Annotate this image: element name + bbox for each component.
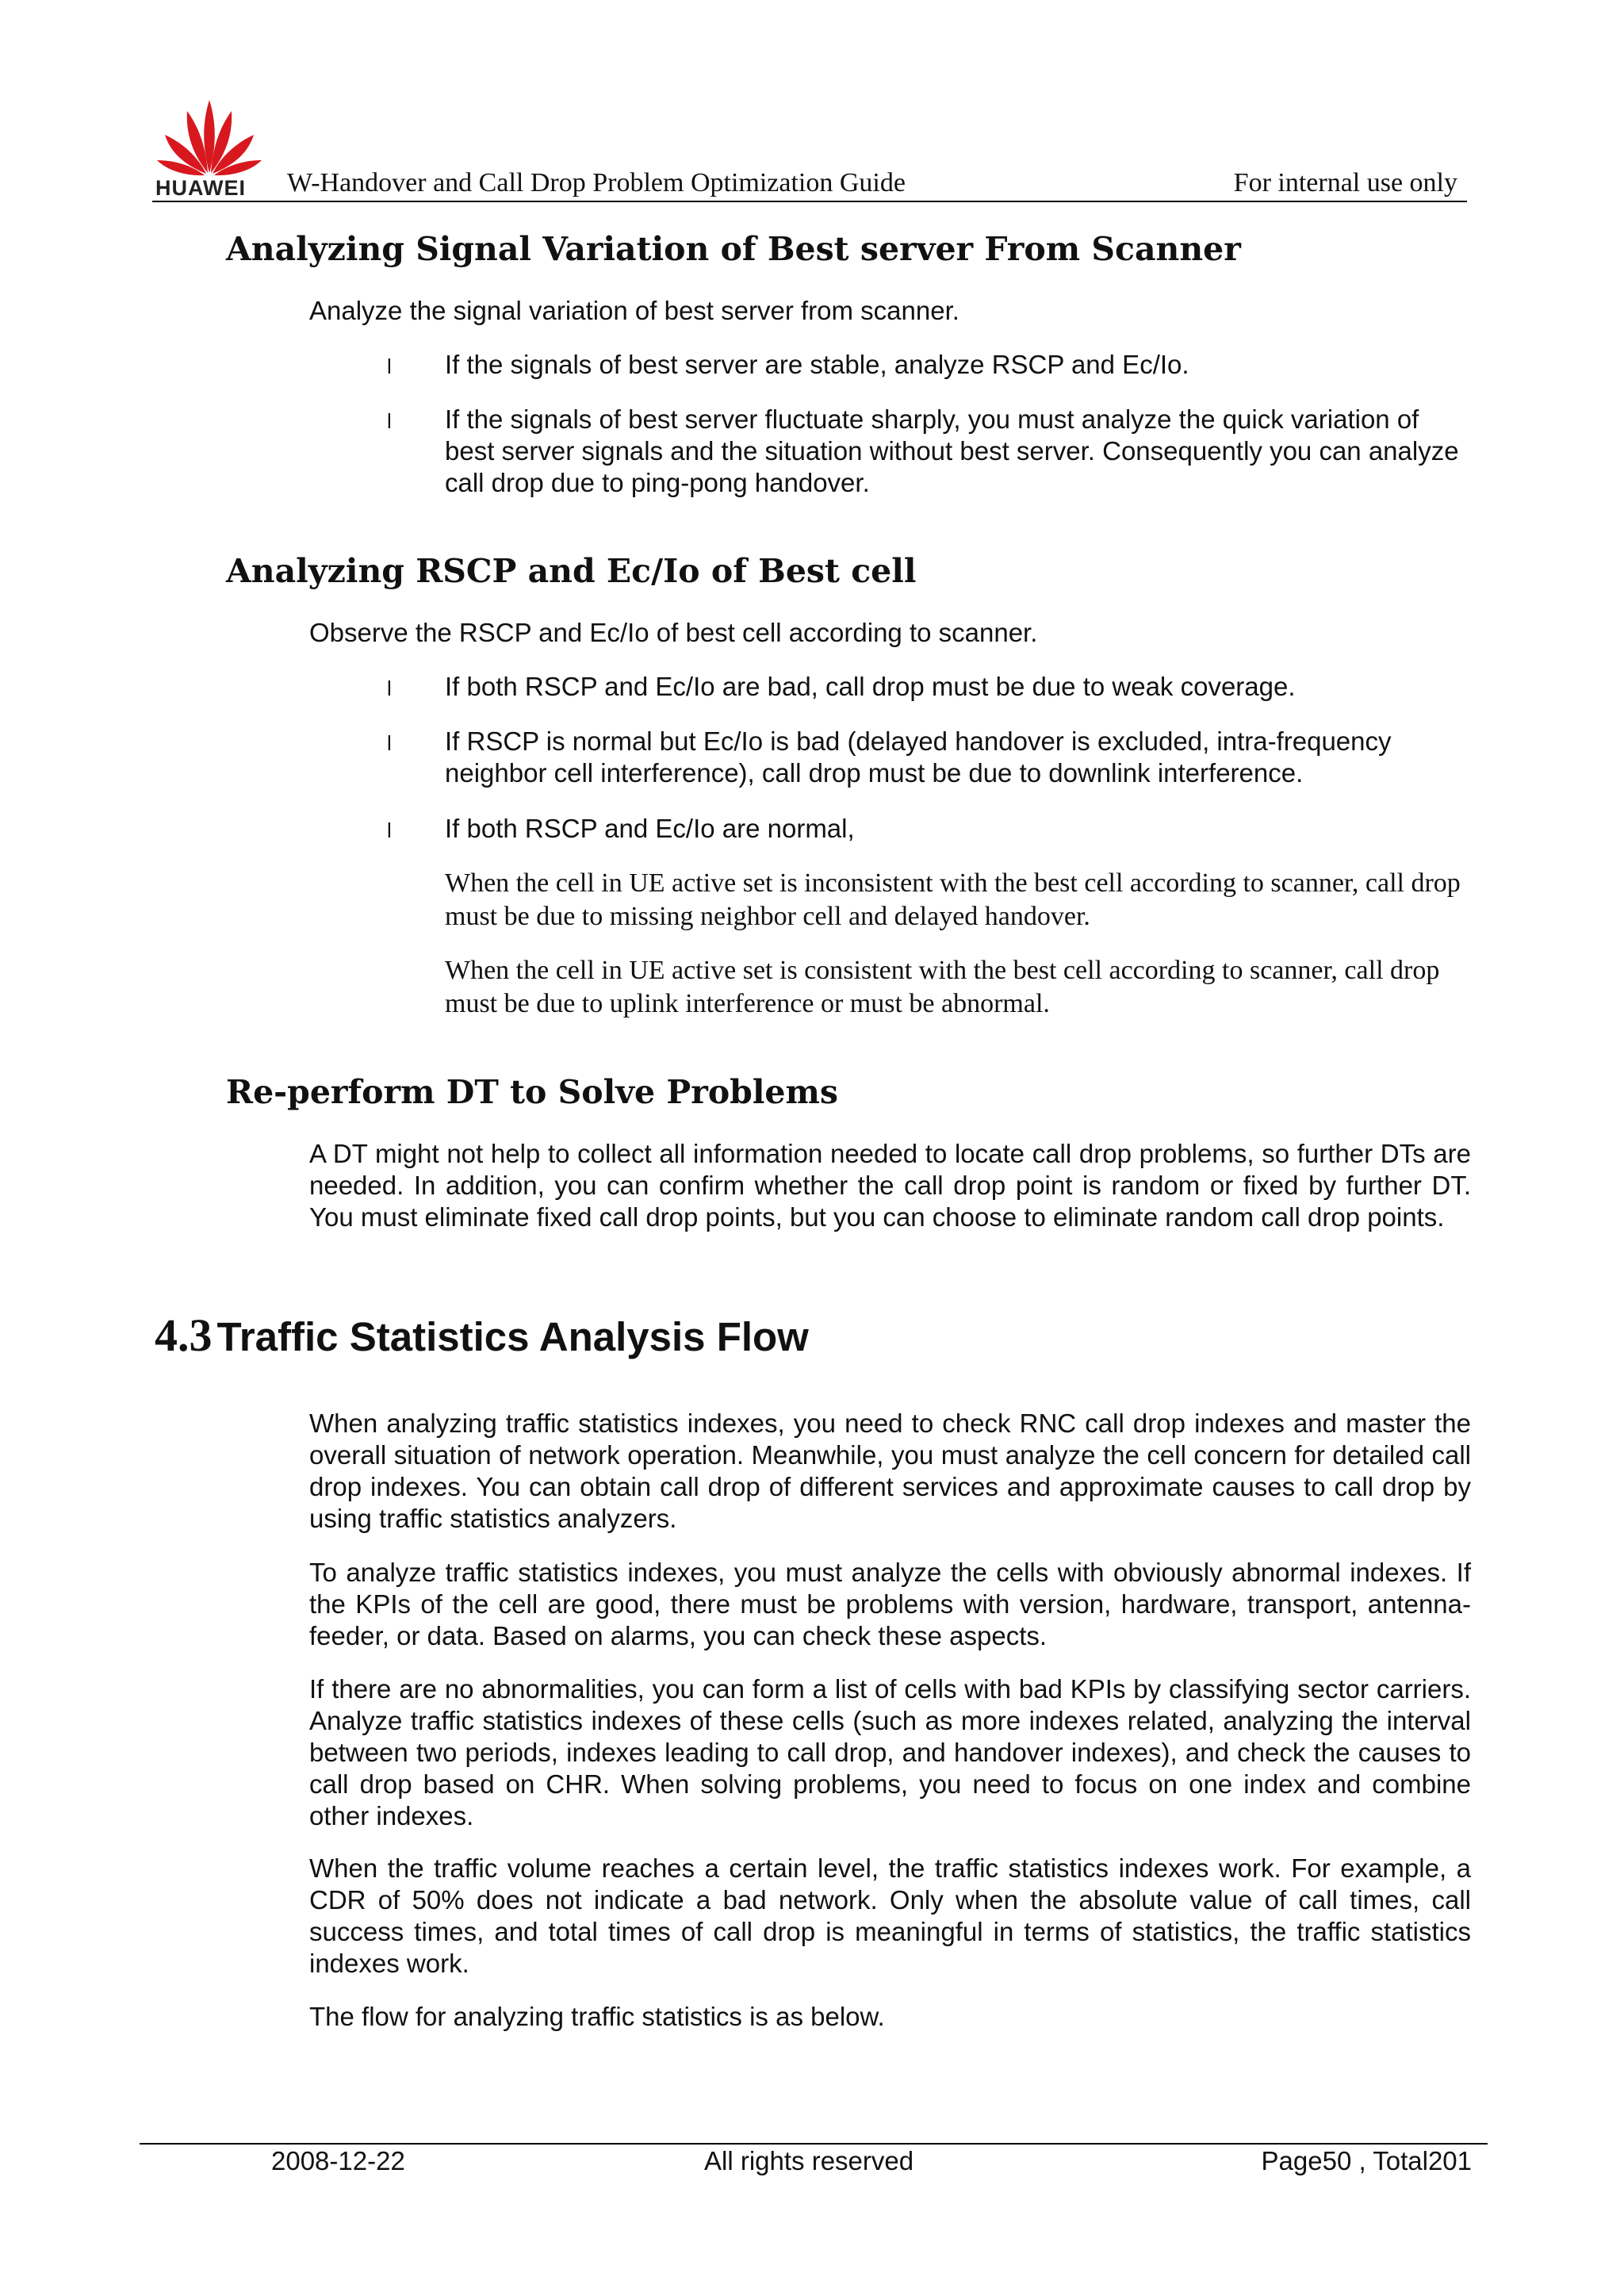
section-heading-signal-variation: Analyzing Signal Variation of Best server From Scanner (226, 230, 1241, 268)
chapter-title: Traffic Statistics Analysis Flow (216, 1314, 809, 1359)
sub-item: When the cell in UE active set is consistent with the best cell according to scanner, call drop must be due to uplink interference or must be abnormal. (445, 956, 1440, 1018)
chapter-paragraph: When analyzing traffic statistics indexes, you need to check RNC call drop indexes and master the overall situation of network operation. Meanwhile, you must analyze the cell concern for detailed call drop indexes. You can obtain call drop of different services and approximate causes to call drop by using traffic statistics analyzers. (309, 1409, 1471, 1533)
section-heading-rscp-ecio: Analyzing RSCP and Ec/Io of Best cell (226, 552, 917, 590)
chapter-paragraph: When the traffic volume reaches a certain level, the traffic statistics indexes work. For example, a CDR of 50% does not indicate a bad network. Only when the absolute value of call times, call success times, and total times of call drop is meaningful in terms of statistics, the traffic statistics indexes work. (309, 1853, 1471, 1978)
footer-date: 2008-12-22 (271, 2146, 405, 2175)
bullet-icon: l (387, 731, 392, 755)
header-document-title: W-Handover and Call Drop Problem Optimization Guide (287, 168, 906, 197)
bullet-item: If RSCP is normal but Ec/Io is bad (delayed handover is excluded, intra-frequency neighbor cell interference), call drop must be due to downlink interference. (445, 726, 1392, 788)
section-heading-reperform-dt: Re-perform DT to Solve Problems (226, 1073, 838, 1111)
footer-rights: All rights reserved (704, 2146, 914, 2175)
bullet-item: If both RSCP and Ec/Io are normal, (445, 814, 855, 843)
chapter-paragraph: To analyze traffic statistics indexes, you must analyze the cells with obviously abnormal indexes. If the KPIs of the cell are good, there must be problems with version, hardware, transport, antenna-feeder, or data. Based on alarms, you can check these aspects. (309, 1558, 1471, 1650)
bullet-icon: l (387, 818, 392, 842)
sub-item: When the cell in UE active set is inconsistent with the best cell according to scanner, call drop must be due to missing neighbor cell and delayed handover. (445, 868, 1461, 931)
header-divider (152, 201, 1467, 202)
bullet-item: If the signals of best server are stable, analyze RSCP and Ec/Io. (445, 350, 1189, 379)
logo-wordmark: HUAWEI (155, 176, 246, 200)
section-paragraph: A DT might not help to collect all information needed to locate call drop problems, so further DTs are needed. In addition, you can confirm whether the call drop point is random or fixed by further DT. You must eliminate fixed call drop points, but you can choose to eliminate random call drop points. (309, 1139, 1471, 1232)
section-intro: Analyze the signal variation of best server from scanner. (309, 296, 959, 325)
chapter-number: 4.3 (155, 1309, 213, 1361)
bullet-icon: l (387, 409, 392, 433)
chapter-heading (155, 1309, 809, 1362)
bullet-item: If the signals of best server fluctuate sharply, you must analyze the quick variation of best server signals and the situation without best server. Consequently you can analyze call drop due to ping-pong handover. (445, 404, 1459, 497)
footer-divider (140, 2143, 1488, 2145)
chapter-paragraph: If there are no abnormalities, you can form a list of cells with bad KPIs by classifying sector carriers. Analyze traffic statistics indexes of these cells (such as more indexes related, analyzing the interval between two periods, indexes leading to call drop, and handover indexes), and check the causes to call drop based on CHR. When solving problems, you need to focus on one index and combine other indexes. (309, 1674, 1471, 1830)
chapter-paragraph: The flow for analyzing traffic statistics is as below. (309, 2002, 885, 2031)
bullet-icon: l (387, 677, 392, 700)
footer-page-number: Page50 , Total201 (1261, 2146, 1472, 2175)
bullet-icon: l (387, 355, 392, 378)
header-classification: For internal use only (1233, 168, 1457, 197)
bullet-item: If both RSCP and Ec/Io are bad, call drop must be due to weak coverage. (445, 672, 1296, 701)
section-intro: Observe the RSCP and Ec/Io of best cell according to scanner. (309, 618, 1038, 647)
